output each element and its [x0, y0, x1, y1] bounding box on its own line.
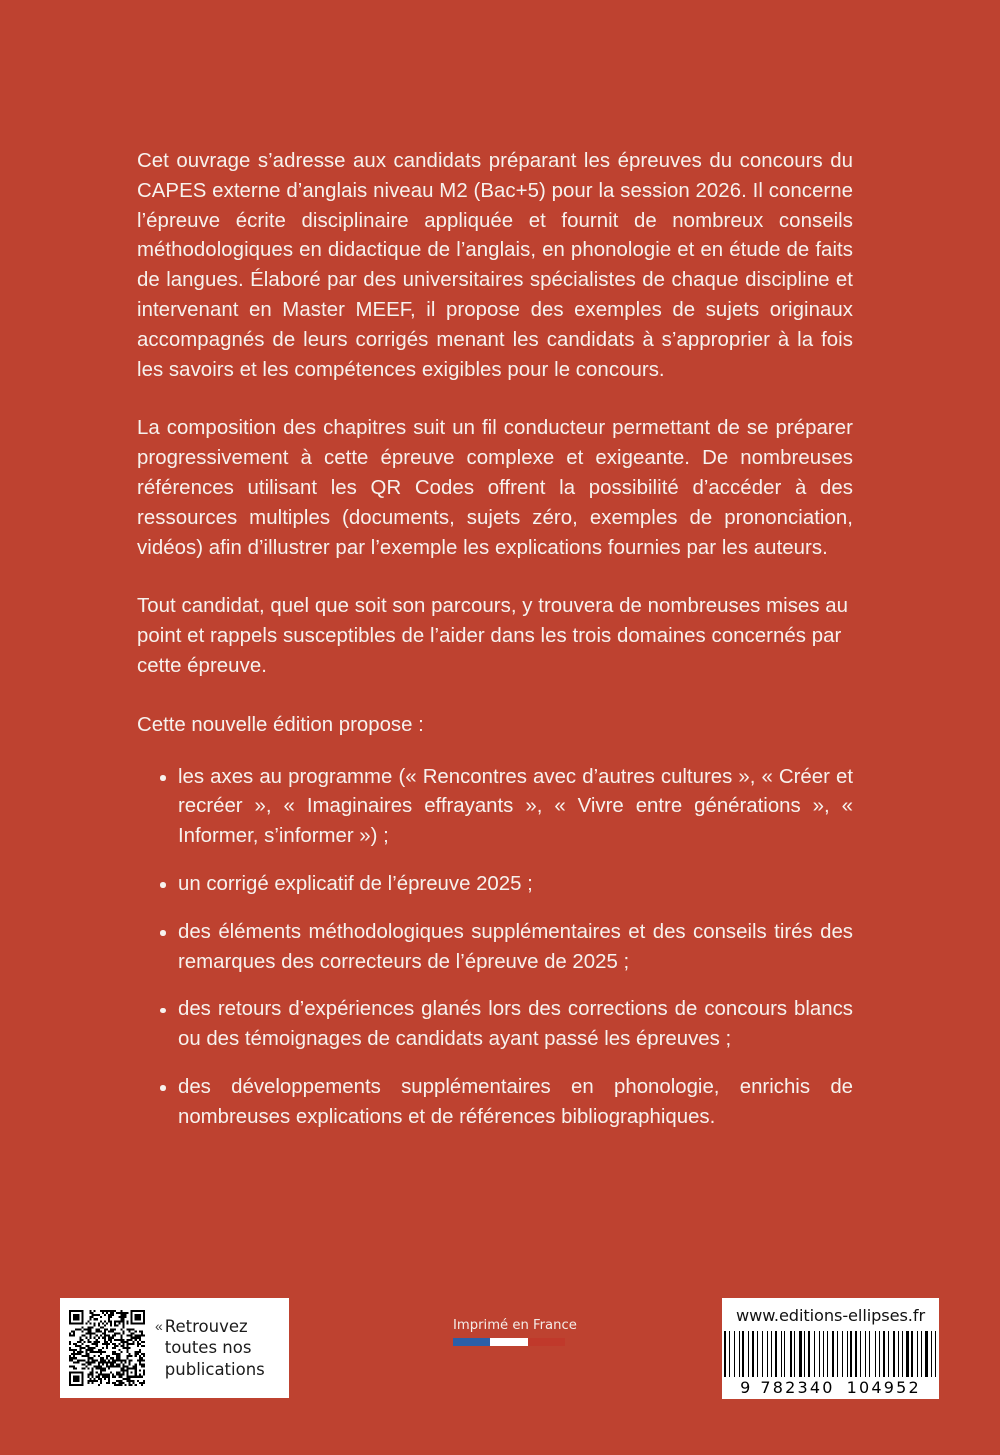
barcode-bar: [844, 1331, 846, 1377]
barcode-bar: [917, 1331, 918, 1377]
barcode-bar: [778, 1331, 780, 1377]
qr-promo-text: [155, 1316, 265, 1381]
barcode-bar: [793, 1331, 794, 1377]
french-flag-icon: [453, 1338, 565, 1346]
barcode-bar: [745, 1331, 747, 1377]
barcode-bar: [825, 1331, 826, 1377]
barcode-bar: [869, 1331, 871, 1377]
barcode-bar: [935, 1331, 936, 1377]
barcode-bar: [850, 1331, 852, 1377]
cover-footer: [0, 1297, 1000, 1407]
list-item: des éléments méthodologiques supplémentaires et des conseils tirés des remarques des correcteurs de l’épreuve de 2025 ;: [137, 918, 853, 978]
barcode-bar: [911, 1331, 913, 1377]
barcode-bar: [734, 1331, 735, 1377]
barcode-bar: [862, 1331, 864, 1377]
barcode-bar: [727, 1331, 728, 1377]
barcode-bar: [896, 1331, 897, 1377]
blurb-text-block: [137, 147, 853, 1133]
barcode-bar: [929, 1331, 930, 1377]
barcode-bar: [890, 1331, 893, 1377]
barcode-bar: [858, 1331, 859, 1377]
barcode-bar: [771, 1331, 773, 1377]
barcode-bar: [786, 1331, 789, 1377]
qr-promo-line-3: publications: [164, 1359, 265, 1379]
barcode-bar: [914, 1331, 916, 1377]
barcode-bar: [871, 1331, 874, 1377]
barcode-bar: [847, 1331, 848, 1377]
blurb-paragraph-3: Tout candidat, quel que soit son parcours, y trouvera de nombreuses mises au point et rappels susceptibles de l’aider dans les trois domaines concernés par cette épreuve.: [137, 595, 849, 677]
barcode-bar: [860, 1331, 861, 1377]
barcode-bar: [931, 1331, 932, 1377]
barcode-bar: [881, 1331, 882, 1377]
barcode-bar: [879, 1331, 881, 1377]
barcode-bar: [827, 1331, 828, 1377]
barcode-bar: [783, 1331, 784, 1377]
barcode-bar: [900, 1331, 902, 1377]
barcode-bar: [806, 1331, 807, 1377]
barcode-bar: [796, 1331, 798, 1377]
blurb-paragraph-1: Cet ouvrage s’adresse aux candidats préparant les épreuves du concours du CAPES externe d’anglais niveau M2 (Bac+5) pour la session 2026. Il concerne l’épreuve écrite disciplinaire appliquée et fournit de nombreux conseils méthodologiques en didactique de l’anglais, en phonologie et en étude de faits de langues. Élaboré par des universitaires spécialistes de chaque discipline et intervenant en Master MEEF, il propose des exemples de sujets originaux accompagnés de leurs corrigés menant les candidats à s’approprier à la fois les savoirs et les compétences exigibles pour le concours.: [137, 150, 853, 381]
barcode-bar: [736, 1331, 738, 1377]
ean-lead-digit: 9: [740, 1378, 751, 1397]
new-edition-feature-list: [137, 763, 853, 1133]
ean-group-2: 104952: [846, 1378, 921, 1397]
barcode-bar: [883, 1331, 885, 1377]
barcode-bar: [808, 1331, 810, 1377]
barcode-bar: [842, 1331, 843, 1377]
barcode-bar: [832, 1331, 834, 1377]
barcode-bar: [799, 1331, 802, 1377]
list-item: des retours d’expériences glanés lors des corrections de concours blancs ou des témoignages de candidats ayant passé les épreuves ;: [137, 995, 853, 1055]
printed-in-france-label: Imprimé en France: [453, 1318, 577, 1333]
barcode-bar: [855, 1331, 858, 1377]
barcode-bar: [757, 1331, 758, 1377]
barcode-bar: [775, 1331, 777, 1377]
barcode-bar: [755, 1331, 756, 1377]
barcode-bar: [759, 1331, 761, 1377]
barcode-bar: [739, 1331, 740, 1377]
barcode-box: [722, 1298, 939, 1399]
barcode-bar: [762, 1331, 763, 1377]
barcode-bar: [763, 1331, 766, 1377]
flag-stripe-white: [490, 1338, 527, 1346]
barcode-bar: [767, 1331, 768, 1377]
barcode-bar: [921, 1331, 922, 1377]
qr-promo-label: [165, 1316, 265, 1381]
barcode-bar: [750, 1331, 751, 1377]
qr-promo-line-2: toutes nos: [164, 1338, 252, 1358]
barcode-bar: [781, 1331, 782, 1377]
barcode-bar: [794, 1331, 795, 1377]
barcode-bar: [867, 1331, 868, 1377]
barcode-bar: [829, 1331, 831, 1377]
barcode-bar: [815, 1331, 818, 1377]
barcode-bar: [937, 1331, 938, 1377]
ean-group-1: 782340: [760, 1378, 835, 1397]
barcode-bar: [741, 1331, 742, 1377]
ean13-barcode: [722, 1331, 939, 1377]
publisher-website-url: www.editions-ellipses.fr: [735, 1306, 926, 1325]
barcode-bar: [910, 1331, 911, 1377]
barcode-bar: [919, 1331, 920, 1377]
list-item: un corrigé explicatif de l’épreuve 2025 ;: [137, 870, 853, 900]
barcode-bar: [803, 1331, 804, 1377]
list-item: les axes au programme (« Rencontres avec d’autres cultures », « Créer et recréer », « Imaginaires effrayants », « Vivre entre générations », « Informer, s’informer ») ;: [137, 763, 853, 852]
qr-promo-line-1: Retrouvez: [164, 1316, 248, 1336]
list-lead-in: Cette nouvelle édition propose :: [137, 713, 424, 736]
barcode-bar: [823, 1331, 825, 1377]
barcode-bar: [784, 1331, 785, 1377]
barcode-bar: [819, 1331, 820, 1377]
barcode-bar: [804, 1331, 805, 1377]
barcode-bar: [933, 1331, 935, 1377]
barcode-bar: [724, 1331, 726, 1377]
flag-stripe-blue: [453, 1338, 490, 1346]
barcode-bar: [811, 1331, 813, 1377]
barcode-bar: [853, 1331, 854, 1377]
barcode-bar: [875, 1331, 876, 1377]
barcode-bar: [790, 1331, 792, 1377]
barcode-bar: [865, 1331, 866, 1377]
qr-promo-box[interactable]: [60, 1298, 289, 1398]
barcode-bar: [821, 1331, 822, 1377]
barcode-bar: [769, 1331, 770, 1377]
barcode-bar: [742, 1331, 744, 1377]
list-item: des développements supplémentaires en phonologie, enrichis de nombreuses explications et de références bibliographiques.: [137, 1073, 853, 1133]
qr-code-icon[interactable]: [69, 1310, 145, 1386]
barcode-bar: [886, 1331, 887, 1377]
barcode-bar: [752, 1331, 755, 1377]
barcode-bar: [729, 1331, 730, 1377]
chevron-left-icon: «: [155, 1317, 161, 1334]
flag-stripe-red: [528, 1338, 565, 1346]
barcode-bar: [730, 1331, 733, 1377]
barcode-bar: [838, 1331, 841, 1377]
ean13-number: [722, 1378, 939, 1397]
printed-in-france-mark: [453, 1318, 577, 1346]
barcode-bar: [902, 1331, 903, 1377]
barcode-bar: [877, 1331, 878, 1377]
barcode-bar: [848, 1331, 849, 1377]
blurb-paragraph-2: La composition des chapitres suit un fil conducteur permettant de se préparer progressivement à cette épreuve complexe et exigeante. De nombreuses références utilisant les QR Codes offrent la possibilité d’accéder à des ressources multiples (documents, sujets zéro, exemples de prononciation, vidéos) afin d’illustrer par l’exemple les explications fournies par les auteurs.: [137, 417, 853, 559]
barcode-bar: [773, 1331, 774, 1377]
barcode-bar: [888, 1331, 889, 1377]
barcode-bar: [922, 1331, 924, 1377]
barcode-bar: [904, 1331, 905, 1377]
barcode-bar: [906, 1331, 909, 1377]
barcode-bar: [893, 1331, 895, 1377]
barcode-bar: [748, 1331, 749, 1377]
barcode-bar: [837, 1331, 838, 1377]
barcode-bar: [925, 1331, 928, 1377]
barcode-bar: [814, 1331, 815, 1377]
barcode-bar: [898, 1331, 899, 1377]
barcode-bar: [835, 1331, 836, 1377]
